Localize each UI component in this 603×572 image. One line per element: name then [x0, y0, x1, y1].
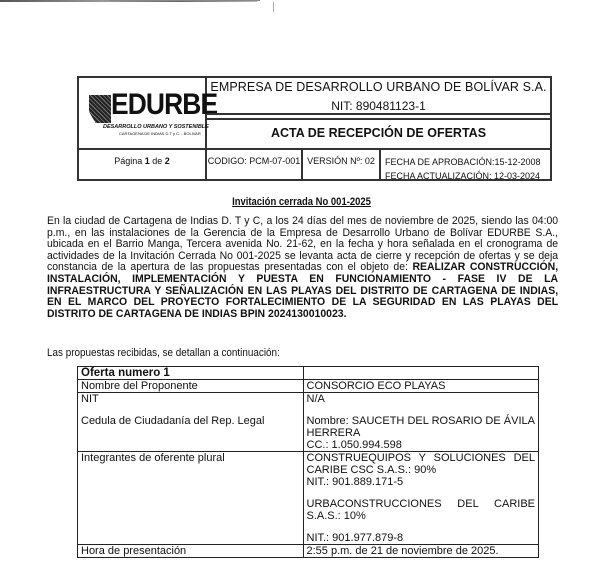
row-label: Integrantes de oferente plural	[78, 452, 304, 545]
page-prefix: Página	[114, 156, 145, 166]
document-title: ACTA DE RECEPCIÓN DE OFERTAS	[207, 118, 550, 148]
update-date: FECHA ACTUALIZACIÓN: 12-03-2024	[385, 171, 541, 181]
company-name: EMPRESA DE DESARROLLO URBANO DE BOLÍVAR S.A.	[210, 80, 547, 94]
page-current: 1	[144, 156, 150, 166]
invitation-title: Invitación cerrada No 001-2025	[232, 196, 371, 208]
scan-artifact	[110, 0, 260, 1]
city-shield-icon	[89, 95, 111, 123]
paragraph-object: REALIZAR CONSTRUCCIÓN, INSTALACIÓN, IMPLEMENTACIÓN Y PUESTA EN FUNCIONAMIENTO - FASE IV DE LA INFRAESTRUCTURA Y SEÑALIZACIÓN EN LAS PLAYAS DEL DISTRITO DE CARTAGENA DE INDIAS, EN EL MARCO DEL PROYECTO FORTALECIMIENTO DE LA SEGURIDAD EN LAS PLAYAS DEL DISTRITO DE CARTAGENA DE INDIAS BPIN 2024130010023.	[47, 261, 559, 320]
legal-rep-cc: CC.: 1.050.994.598	[306, 439, 402, 451]
logo-subtagline: CARTAGENA DE INDIAS D.T y C. - BOLIVAR	[119, 131, 201, 136]
logo-wordmark: EDURBE	[111, 88, 218, 121]
row-value	[303, 393, 539, 452]
document-header-table	[77, 76, 552, 181]
proposals-intro: Las propuestas recibidas, se detallan a continuación:	[47, 347, 280, 359]
nit-label: NIT	[81, 393, 99, 405]
page-indicator	[79, 150, 207, 179]
header-meta-row	[79, 148, 550, 179]
table-row	[78, 545, 539, 558]
act-paragraph	[47, 216, 558, 320]
page-total: 2	[164, 156, 170, 166]
table-row	[78, 380, 539, 393]
member-1: CONSTRUEQUIPOS Y SOLUCIONES DEL CARIBE CSC S.A.S.: 90%	[306, 452, 535, 476]
row-value: 2:55 p.m. de 21 de noviembre de 2025.	[303, 545, 539, 558]
document-code: CODIGO: PCM-07-001	[207, 150, 303, 179]
table-row	[78, 367, 539, 380]
company-nit: NIT: 890481123-1	[331, 99, 426, 113]
document-dates	[381, 150, 550, 179]
logo-tagline: DESARROLLO URBANO Y SOSTENIBLE	[103, 124, 209, 130]
nit-value: N/A	[306, 393, 325, 405]
paragraph-text: En la ciudad de Cartagena de Indias D. T y C, a los 24 días del mes de noviembre de 2025, siendo las 04:00 p.m., en las instalaciones de la Gerencia de la Empresa de Desarrollo Urbano de Bolívar EDURBE S.A., ubicada en el Barrio Manga, Tercera avenida No. 21-62, en la fecha y hora señalada en el cronograma de actividades de la Invitación Cerrada No 001-2025 se levanta acta de cierre y recepción de ofertas y se deja constancia de la apertura de las propuestas presentadas con el objeto de:	[47, 215, 559, 274]
member-2-nit: NIT.: 901.977.879-8	[306, 532, 404, 544]
row-label	[78, 393, 304, 452]
row-label: Hora de presentación	[78, 545, 304, 558]
row-value: CONSORCIO ECO PLAYAS	[303, 380, 539, 393]
document-version: VERSIÓN Nº: 02	[303, 150, 381, 179]
offer-title-blank	[303, 367, 539, 380]
company-cell	[207, 78, 550, 115]
id-label: Cedula de Ciudadanía del Rep. Legal	[81, 415, 265, 427]
logo-cell	[79, 78, 218, 148]
offer-title: Oferta numero 1	[78, 367, 304, 380]
table-row	[78, 452, 539, 545]
scan-artifact	[273, 2, 274, 12]
page-mid: de	[149, 156, 165, 166]
row-value	[303, 452, 539, 545]
edurbe-logo	[89, 88, 218, 138]
row-label: Nombre del Proponente	[78, 380, 304, 393]
table-row	[78, 393, 539, 452]
member-2: URBACONSTRUCCIONES DEL CARIBE S.A.S.: 10%	[306, 498, 535, 522]
legal-rep-name: Nombre: SAUCETH DEL ROSARIO DE ÁVILA HERRERA	[306, 415, 535, 439]
offer-table	[77, 366, 539, 558]
member-1-nit: NIT.: 901.889.171-5	[306, 476, 404, 488]
approval-date: FECHA DE APROBACIÓN:15-12-2008	[385, 157, 541, 167]
